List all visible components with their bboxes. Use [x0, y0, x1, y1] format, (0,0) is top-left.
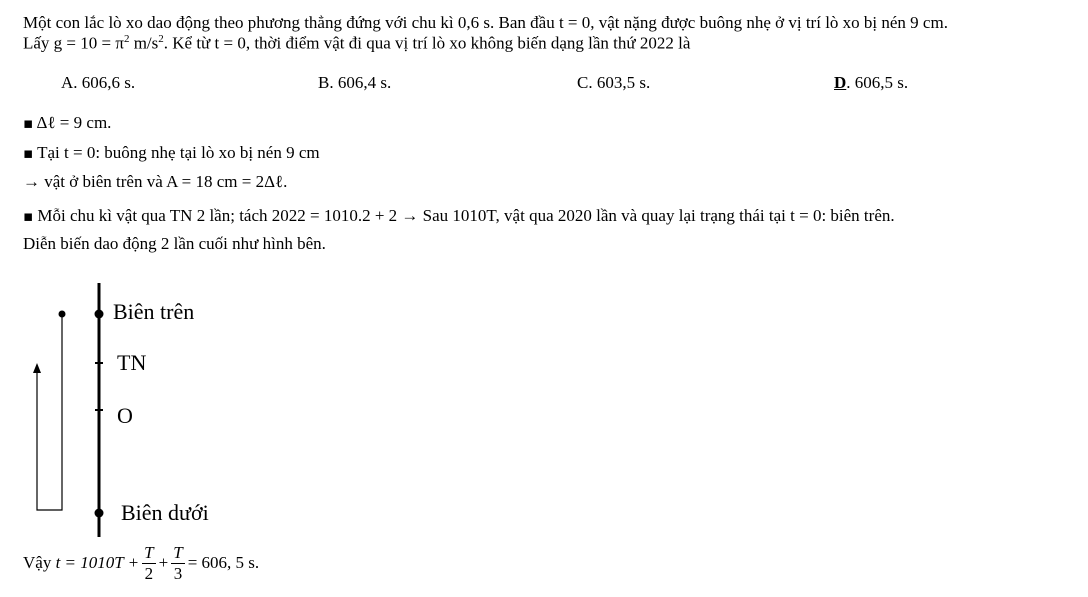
fraction-numerator: T: [144, 542, 154, 562]
option-d-text: . 606,5 s.: [846, 73, 909, 92]
motion-path: [37, 316, 62, 510]
fraction-numerator: T: [173, 542, 183, 562]
bullet-icon: ▪: [23, 207, 34, 225]
equation-lhs: t = 1010T +: [55, 553, 140, 572]
question-line-2-prefix: Lấy g = 10 = π: [23, 33, 124, 53]
option-d-letter: D: [834, 73, 847, 92]
solution-line-2: [23, 143, 320, 163]
option-b: B. 606,4 s.: [318, 73, 392, 92]
question-line-2: [23, 33, 690, 54]
question-unit: m/s: [129, 33, 159, 53]
final-equation: [56, 543, 260, 584]
fraction-denominator: 3: [173, 563, 183, 583]
fraction-t-over-3: [171, 543, 184, 584]
path-start-dot: [59, 311, 66, 318]
solution-line-2-text: Tại t = 0: buông nhẹ tại lò xo bị nén 9 cm: [37, 143, 320, 162]
solution-line-5: Diễn biến dao động 2 lần cuối như hình bên.: [23, 234, 326, 253]
option-d-correct: [834, 73, 908, 93]
fraction-t-over-2: [142, 543, 155, 584]
equation-rhs: = 606, 5 s.: [187, 553, 260, 572]
label-lower-bound: Biên dưới: [121, 500, 209, 525]
lower-bound-dot: [95, 509, 104, 518]
upper-bound-dot: [95, 310, 104, 319]
solution-line-3: [23, 172, 287, 192]
solution-line-1: [23, 113, 111, 133]
solution-line-1-text: Δℓ = 9 cm.: [36, 113, 112, 132]
label-upper-bound: Biên trên: [113, 299, 195, 324]
final-answer: [23, 538, 259, 588]
bullet-icon: ▪: [23, 144, 34, 162]
unit-exponent: 2: [158, 33, 164, 45]
up-arrow-icon: [33, 363, 41, 373]
label-origin-o: O: [117, 403, 133, 428]
final-prefix: Vậy: [23, 553, 56, 572]
pi-exponent: 2: [123, 33, 130, 45]
question-line-2-rest: . Kể từ t = 0, thời điểm vật đi qua vị trí lò xo không biến dạng lần thứ 2022 là: [163, 33, 691, 53]
label-equilibrium-tn: TN: [117, 350, 147, 375]
bullet-icon: ▪: [23, 114, 34, 132]
question-line-1: Một con lắc lò xo dao động theo phương thẳng đứng với chu kì 0,6 s. Ban đầu t = 0, vật nặng được buông nhẹ ở vị trí lò xo bị nén 9 cm.: [23, 13, 948, 32]
plus-sign: +: [158, 553, 169, 572]
arrow-icon: →: [23, 172, 40, 191]
option-c: C. 603,5 s.: [577, 73, 651, 92]
option-a: A. 606,6 s.: [61, 73, 136, 92]
solution-line-4: [23, 206, 895, 226]
solution-line-3-text: vật ở biên trên và A = 18 cm = 2Δℓ.: [44, 172, 288, 191]
solution-line-4-text: Mỗi chu kì vật qua TN 2 lần; tách 2022 = 1010.2 + 2 → Sau 1010T, vật qua 2020 lần và quay lại trạng thái tại t = 0: biên trên.: [37, 206, 895, 225]
fraction-denominator: 2: [144, 563, 154, 583]
